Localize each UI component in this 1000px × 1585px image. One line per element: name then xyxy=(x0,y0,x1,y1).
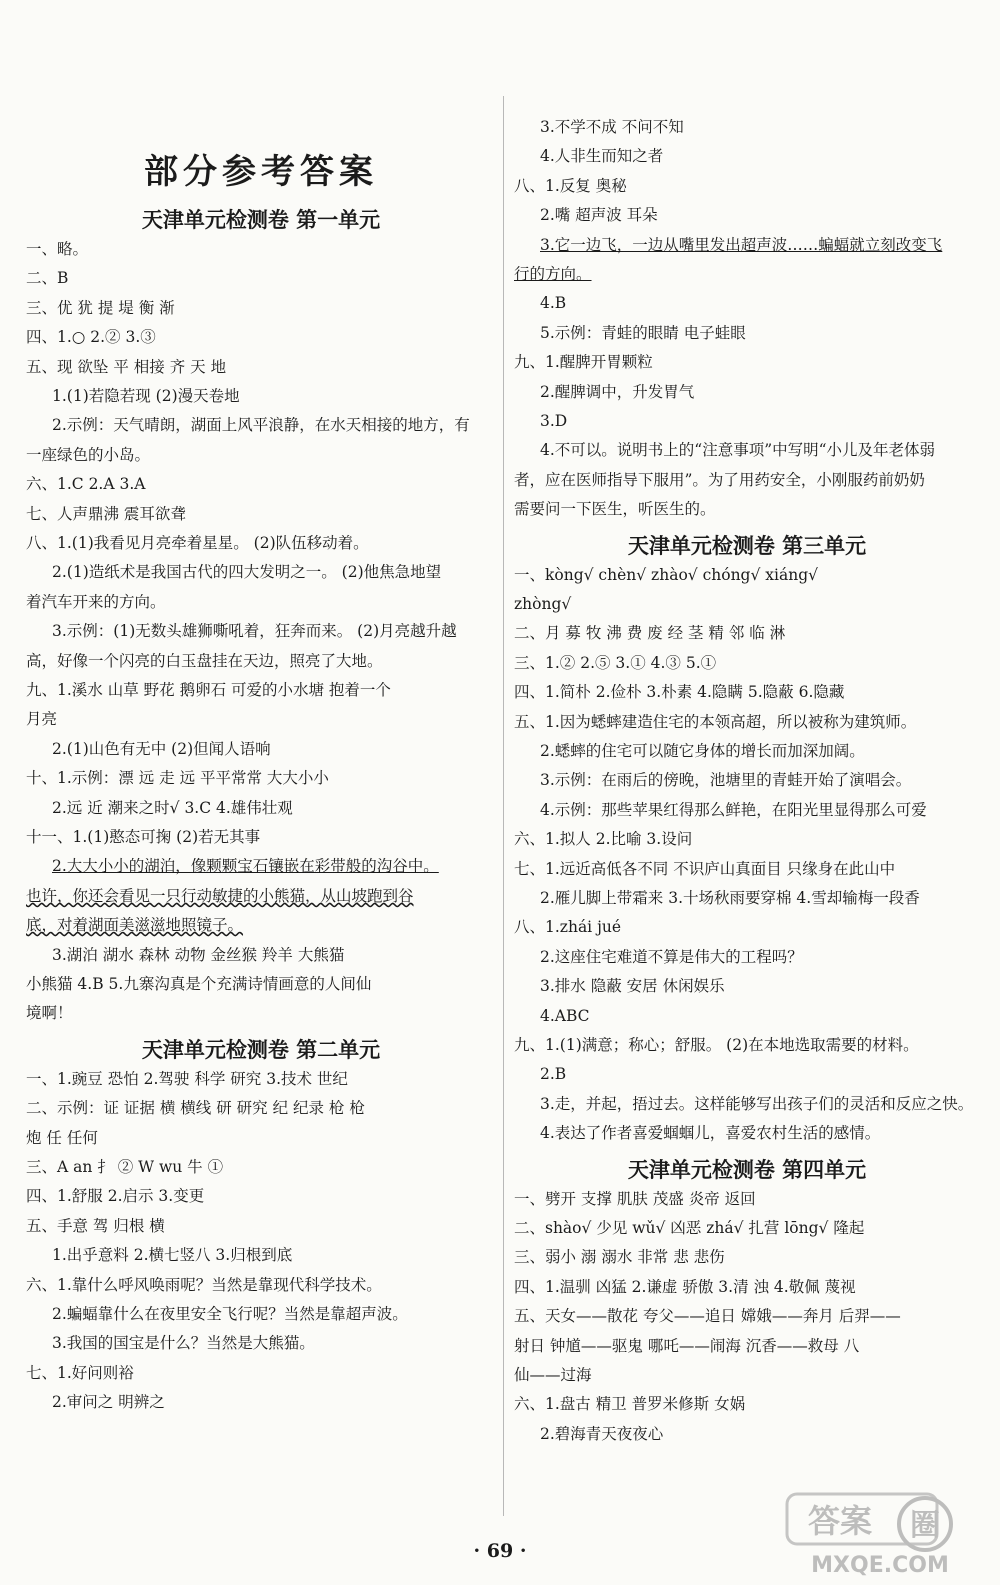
answer-line: 六、1.靠什么呼风唤雨呢？当然是靠现代科学技术。 xyxy=(26,1275,382,1294)
answer-line: 一、劈开 支撑 肌肤 茂盛 炎帝 返回 xyxy=(514,1189,756,1208)
watermark-mark: 圈 xyxy=(910,1508,940,1543)
page-title: 部分参考答案 xyxy=(144,152,378,192)
answer-line: 五、手意 驾 归根 横 xyxy=(26,1216,165,1235)
answer-line: zhòng√ xyxy=(514,595,572,613)
answer-line: 2.嘴 超声波 耳朵 xyxy=(540,206,658,225)
answer-line: 十、1.示例：漂 远 走 远 平平常常 大大小小 xyxy=(26,769,329,788)
answer-line: 3.排水 隐蔽 安居 休闲娱乐 xyxy=(540,977,725,996)
answer-line: 一、略。 xyxy=(26,240,89,258)
answer-line: 七、1.远近高低各不同 不识庐山真面目 只缘身在此山中 xyxy=(514,859,896,878)
answer-line: 4.人非生而知之者 xyxy=(540,147,664,166)
answer-line: 高，好像一个闪亮的白玉盘挂在天边，照亮了大地。 xyxy=(26,651,383,670)
answer-line: 3.示例：(1)无数头雄狮嘶吼着，狂奔而来。 (2)月亮越升越 xyxy=(52,622,457,641)
answer-line: 九、1.醒脾开胃颗粒 xyxy=(514,353,653,372)
answer-line: 九、1.溪水 山草 野花 鹅卵石 可爱的小水塘 抱着一个 xyxy=(26,681,391,699)
answer-line: 四、1.温驯 凶猛 2.谦虚 骄傲 3.清 浊 4.敬佩 蔑视 xyxy=(514,1277,856,1296)
answer-line: 2.蟋蟀的住宅可以随它身体的增长而加深加阔。 xyxy=(540,742,865,760)
answer-line: 一、1.豌豆 恐怕 2.驾驶 科学 研究 3.技术 世纪 xyxy=(26,1069,348,1088)
answer-line: 需要问一下医生，听医生的。 xyxy=(514,500,716,519)
answer-line: 2.蝙蝠靠什么在夜里安全飞行呢？当然是靠超声波。 xyxy=(52,1305,408,1323)
answer-line: 2.(1)造纸术是我国古代的四大发明之一。 (2)他焦急地望 xyxy=(52,563,442,582)
watermark-bottom: MXQE.COM xyxy=(811,1553,949,1578)
answer-line: 着汽车开来的方向。 xyxy=(26,592,166,611)
answer-line: 月亮 xyxy=(26,710,58,729)
answer-line: 2.雁儿脚上带霜来 3.十场秋雨要穿棉 4.雪却输梅一段香 xyxy=(540,889,920,907)
answer-line: 底，对着湖面美滋滋地照镜子。 xyxy=(26,916,244,935)
answer-line: 1.出乎意料 2.横七竖八 3.归根到底 xyxy=(52,1246,293,1265)
answer-line: 四、1.○ 2.② 3.③ xyxy=(26,328,156,347)
answer-line: 一座绿色的小岛。 xyxy=(26,445,151,464)
section-heading: 天津单元检测卷 第一单元 xyxy=(141,207,381,232)
answer-line: 二、月 募 牧 沸 费 废 经 茎 精 邻 临 淋 xyxy=(514,624,786,643)
answer-line: 八、1.(1)我看见月亮牵着星星。 (2)队伍移动着。 xyxy=(26,534,369,552)
answer-line: 五、现 欲坠 平 相接 齐 天 地 xyxy=(26,357,227,376)
column-divider xyxy=(503,96,504,1516)
answer-line: 4.不可以。说明书上的“注意事项”中写明“小儿及年老体弱 xyxy=(540,441,936,460)
answer-line: 3.D xyxy=(540,412,568,430)
answer-line: 炮 任 任何 xyxy=(26,1128,98,1147)
answer-line: 3.它一边飞，一边从嘴里发出超声波……蝙蝠就立刻改变飞 xyxy=(540,235,943,254)
answer-line: 行的方向。 xyxy=(514,265,592,283)
answer-line: 2.示例：天气晴朗，湖面上风平浪静，在水天相接的地方，有 xyxy=(52,416,470,435)
section-heading: 天津单元检测卷 第二单元 xyxy=(141,1036,381,1062)
answer-line: 六、1.拟人 2.比喻 3.设问 xyxy=(514,830,693,849)
answer-line: 2.这座住宅难道不算是伟大的工程吗？ xyxy=(540,947,803,966)
answer-line: 四、1.舒服 2.启示 3.变更 xyxy=(26,1187,205,1206)
answer-line: 2.(1)山色有无中 (2)但闻人语响 xyxy=(52,739,271,758)
answer-line: 三、1.② 2.⑤ 3.① 4.③ 5.① xyxy=(514,653,717,672)
answer-line: 4.B xyxy=(540,294,567,313)
answer-line: 2.远 近 潮来之时√ 3.C 4.雄伟壮观 xyxy=(52,798,293,817)
answer-line: 3.不学不成 不问不知 xyxy=(540,118,684,136)
page-number: · 69 · xyxy=(473,1540,527,1562)
answer-line: 2.大大小小的湖泊，像颗颗宝石镶嵌在彩带般的沟谷中。 xyxy=(52,857,439,876)
answer-line: 五、天女——散花 夸父——追日 嫦娥——奔月 后羿—— xyxy=(514,1307,901,1326)
answer-line: 4.表达了作者喜爱蝈蝈儿，喜爱农村生活的感情。 xyxy=(540,1124,881,1143)
answer-line: 二、shào√ 少见 wǔ√ 凶恶 zhá√ 扎营 lōng√ 隆起 xyxy=(514,1219,865,1237)
answer-line: 也许，你还会看见一只行动敏捷的小熊猫，从山坡跑到谷 xyxy=(26,886,414,905)
answer-line: 2.B xyxy=(540,1065,567,1084)
answer-line: 八、1.反复 奥秘 xyxy=(514,176,627,195)
answer-line: 四、1.简朴 2.俭朴 3.朴素 4.隐瞒 5.隐蔽 6.隐藏 xyxy=(514,683,845,702)
answer-line: 十一、1.(1)憨态可掬 (2)若无其事 xyxy=(26,828,261,846)
answer-line: 八、1.zhái jué xyxy=(514,918,622,937)
watermark-logo xyxy=(785,1490,975,1578)
section-heading: 天津单元检测卷 第四单元 xyxy=(627,1156,867,1182)
answer-line: 七、1.好问则裕 xyxy=(26,1363,134,1382)
answer-line: 4.ABC xyxy=(540,1006,590,1025)
answer-line: 者，应在医师指导下服用”。为了用药安全，小刚服药前奶奶 xyxy=(514,470,925,489)
answer-line: 仙——过海 xyxy=(514,1366,592,1384)
answer-line: 七、人声鼎沸 震耳欲聋 xyxy=(26,504,186,523)
answer-line: 5.示例：青蛙的眼睛 电子蛙眼 xyxy=(540,323,746,342)
watermark-top: 答案 xyxy=(807,1502,873,1540)
answer-line: 境啊！ xyxy=(26,1004,73,1023)
answer-line: 小熊猫 4.B 5.九寨沟真是个充满诗情画意的人间仙 xyxy=(26,975,372,993)
answer-line: 六、1.盘古 精卫 普罗米修斯 女娲 xyxy=(514,1395,746,1414)
answer-line: 2.碧海青天夜夜心 xyxy=(540,1424,664,1443)
section-heading: 天津单元检测卷 第三单元 xyxy=(627,532,867,558)
answer-line: 3.走，并起，捂过去。这样能够写出孩子们的灵活和反应之快。 xyxy=(540,1094,974,1113)
answer-line: 九、1.(1)满意；称心；舒服。 (2)在本地选取需要的材料。 xyxy=(514,1036,919,1054)
answer-line: 三、弱小 溺 溺水 非常 悲 悲伤 xyxy=(514,1248,725,1267)
answer-line: 五、1.因为蟋蟀建造住宅的本领高超，所以被称为建筑师。 xyxy=(514,712,917,731)
answer-line: 三、A an 扌 ② W wu 牛 ① xyxy=(26,1158,224,1176)
answer-line: 三、优 犹 提 堤 衡 渐 xyxy=(26,298,175,317)
answer-line: 4.示例：那些苹果红得那么鲜艳，在阳光里显得那么可爱 xyxy=(540,800,927,819)
answer-line: 六、1.C 2.A 3.A xyxy=(26,475,146,494)
answer-line: 一、kòng√ chèn√ zhào√ chóng√ xiáng√ xyxy=(514,565,819,584)
answer-line: 二、B xyxy=(26,269,69,288)
answer-line: 2.审问之 明辨之 xyxy=(52,1393,165,1412)
answer-line: 3.我国的国宝是什么？当然是大熊猫。 xyxy=(52,1334,315,1353)
answer-line: 2.醒脾调中，升发胃气 xyxy=(540,382,695,401)
answer-line: 3.湖泊 湖水 森林 动物 金丝猴 羚羊 大熊猫 xyxy=(52,945,345,964)
answer-line: 射日 钟馗——驱鬼 哪吒——闹海 沉香——救母 八 xyxy=(514,1336,860,1355)
answer-line: 3.示例：在雨后的傍晚，池塘里的青蛙开始了演唱会。 xyxy=(540,771,912,790)
answer-line: 二、示例：证 证据 横 横线 研 研究 纪 纪录 枪 枪 xyxy=(26,1099,365,1118)
answer-line: 1.(1)若隐若现 (2)漫天卷地 xyxy=(52,387,240,405)
